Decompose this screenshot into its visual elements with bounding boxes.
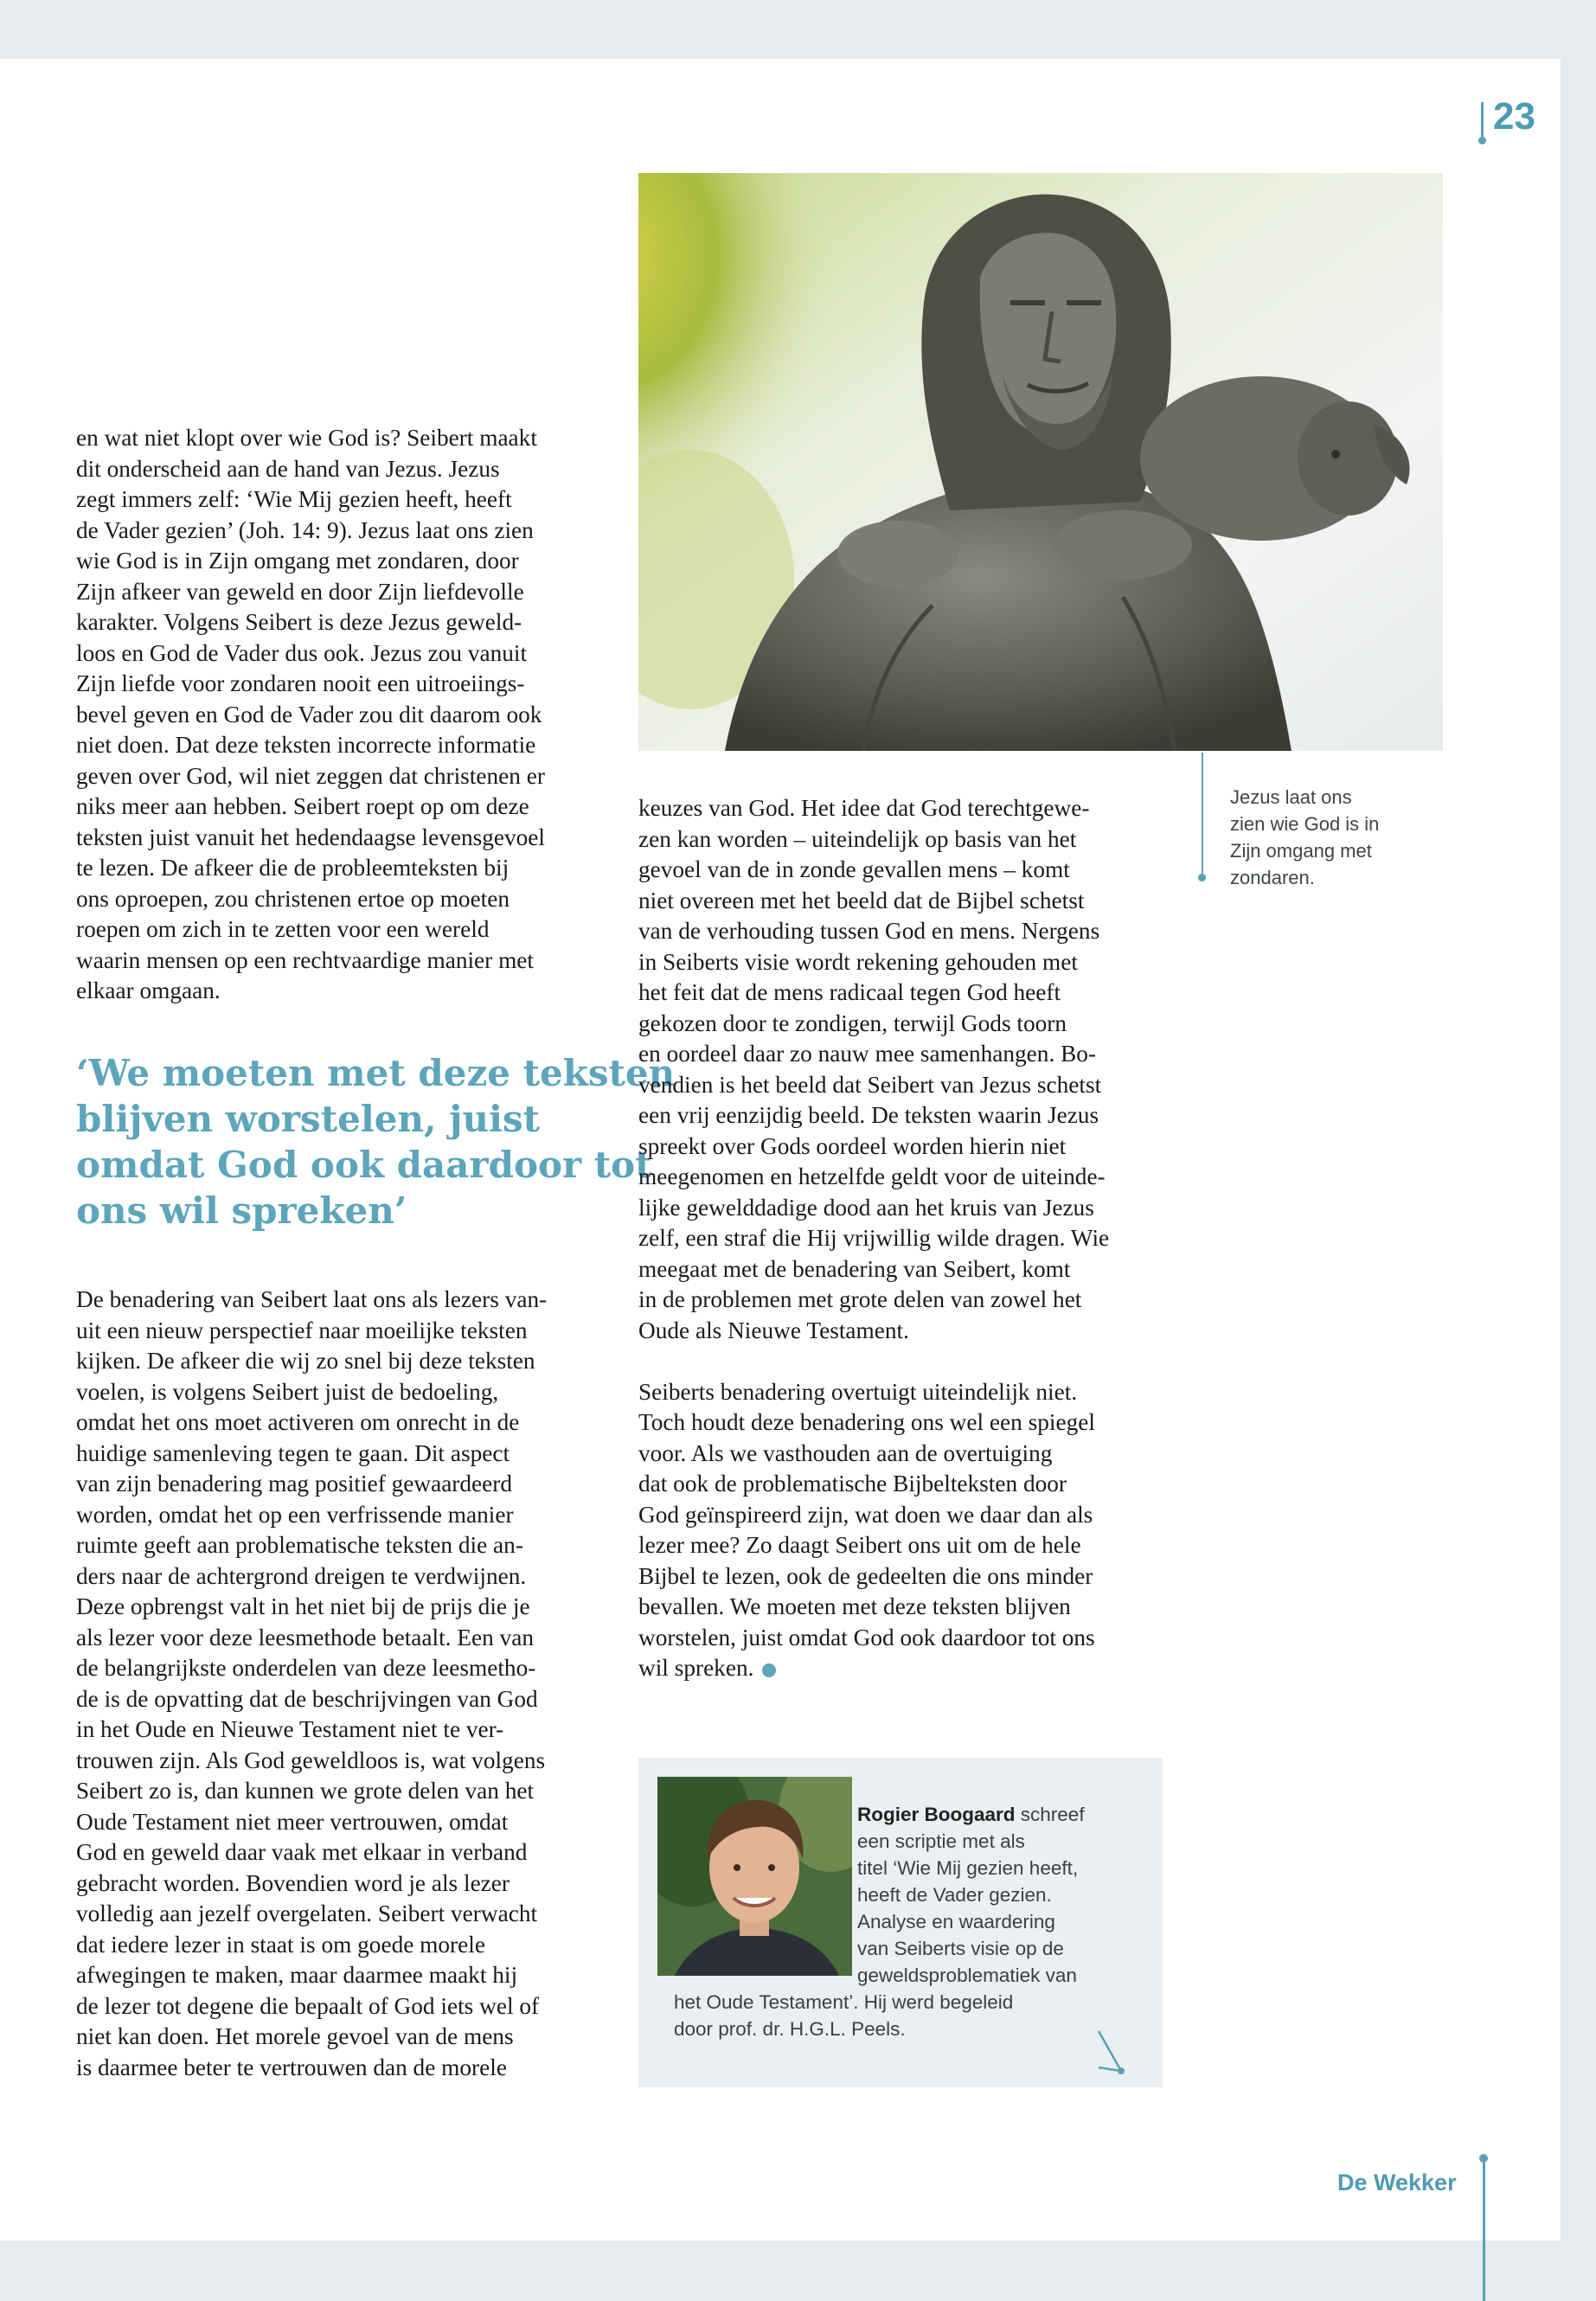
author-bio-text: [638, 1801, 1163, 2042]
author-bio-line: Analyse en waardering: [857, 1911, 1055, 1932]
body-text-line: dit onderscheid aan de hand van Jezus. Jezus: [76, 455, 500, 482]
column-a-bottom-text: [76, 1285, 604, 2083]
body-text-line: niet overeen met het beeld dat de Bijbel schetst: [638, 887, 1085, 913]
body-text-line: roepen om zich in te zetten voor een wereld: [76, 916, 490, 942]
caption-line: Zijn omgang met: [1230, 840, 1372, 862]
author-bio-line: heeft de Vader gezien.: [857, 1884, 1052, 1906]
body-text-line: Deze opbrengst valt in het niet bij de prijs die je: [76, 1593, 530, 1619]
body-text-line: in het Oude en Nieuwe Testament niet te ver-: [76, 1716, 504, 1742]
body-text-line: niks meer aan hebben. Seibert roept op om deze: [76, 793, 529, 819]
body-text-line: in Seiberts visie wordt rekening gehouden met: [638, 948, 1078, 975]
body-text-line: zelf, een straf die Hij vrijwillig wilde dragen. Wie: [638, 1225, 1110, 1251]
page-frame-top: [0, 0, 1596, 59]
body-text-line: Seibert zo is, dan kunnen we grote delen van het: [76, 1778, 535, 1804]
body-text-line: zen kan worden – uiteindelijk op basis van het: [638, 825, 1077, 852]
caption-line: zien wie God is in: [1230, 813, 1380, 835]
author-name: Rogier Boogaard: [857, 1804, 1016, 1825]
body-text-line: kijken. De afkeer die wij zo snel bij deze teksten: [76, 1348, 535, 1374]
body-text-line: is daarmee beter te vertrouwen dan de morele: [76, 2054, 507, 2080]
body-text-line: Oude als Nieuwe Testament.: [638, 1317, 909, 1343]
body-text-line: elkaar omgaan.: [76, 977, 221, 1003]
footer-dot-icon: [1479, 2154, 1488, 2163]
pull-quote-line: ‘We moeten met deze teksten: [76, 1052, 676, 1094]
body-text-line: [638, 1653, 1175, 1684]
photo-caption: [1230, 784, 1379, 891]
body-text-line: geven over God, wil niet zeggen dat christenen er: [76, 762, 545, 789]
caption-rule: [1202, 753, 1203, 879]
author-bio-line: titel ‘Wie Mij gezien heeft,: [857, 1857, 1079, 1879]
body-text-line: loos en God de Vader dus ook. Jezus zou vanuit: [76, 639, 528, 666]
body-text-line: niet doen. Dat deze teksten incorrecte informatie: [76, 732, 536, 758]
pull-quote-line: omdat God ook daardoor tot: [76, 1144, 652, 1186]
body-text-line: uit een nieuw perspectief naar moeilijke teksten: [76, 1317, 528, 1343]
body-text-line: wie God is in Zijn omgang met zondaren, door: [76, 548, 519, 574]
body-text-line: volledig aan jezelf overgelaten. Seibert verwacht: [76, 1900, 538, 1926]
body-text-line: gebracht worden. Bovendien word je als lezer: [76, 1869, 510, 1896]
body-text-line: gevoel van de in zonde gevallen mens – komt: [638, 856, 1070, 882]
body-text-line: Toch houdt deze benadering ons wel een spiegel: [638, 1409, 1095, 1435]
body-text-line: meegenomen en hetzelfde geldt voor de uiteinde-: [638, 1163, 1106, 1189]
body-text-line: worstelen, juist omdat God ook daardoor tot ons: [638, 1624, 1095, 1650]
column-a-top-text: [76, 423, 604, 1007]
body-text-line: ders naar de achtergrond dreigen te verdwijnen.: [76, 1562, 527, 1589]
paragraph-gap: [638, 1346, 1175, 1377]
body-text-line: keuzes van God. Het idee dat God terechtgewe-: [638, 795, 1090, 821]
body-text-line: Seiberts benadering overtuigt uiteindelijk niet.: [638, 1378, 1078, 1405]
body-text-line: de is de opvatting dat de beschrijvingen van God: [76, 1685, 538, 1712]
body-text-line: het feit dat de mens radicaal tegen God heeft: [638, 979, 1061, 1005]
author-bio-line: het Oude Testament’. Hij werd begeleid: [674, 1991, 1014, 2013]
magazine-name: De Wekker: [1337, 2170, 1457, 2195]
body-text-line: dat ook de problematische Bijbelteksten door: [638, 1471, 1067, 1497]
body-text-line: bevallen. We moeten met deze teksten blijven: [638, 1593, 1071, 1619]
caption-dot-icon: [1198, 874, 1206, 881]
body-text-line: Zijn liefde voor zondaren nooit een uitroeiings-: [76, 670, 525, 696]
caption-line: Jezus laat ons: [1230, 786, 1352, 808]
body-text-line: van de verhouding tussen God en mens. Nergens: [638, 918, 1100, 944]
author-bio-box: [638, 1758, 1163, 2087]
body-text-line: de lezer tot degene die bepaalt of God iets wel of: [76, 1992, 540, 2019]
author-bio-line: door prof. dr. H.G.L. Peels.: [674, 2018, 906, 2040]
body-text-line: Oude Testament niet meer vertrouwen, omdat: [76, 1808, 509, 1835]
body-text-line: te lezen. De afkeer die de probleemteksten bij: [76, 855, 510, 881]
body-text-line: lijke gewelddadige dood aan het kruis van Jezus: [638, 1194, 1094, 1221]
page-number-dot-icon: [1478, 137, 1486, 144]
body-text-line: bevel geven en God de Vader zou dit daarom ook: [76, 701, 542, 727]
body-text-line: de Vader gezien’ (Joh. 14: 9). Jezus laat ons zien: [76, 516, 534, 543]
page-frame-right: [1561, 59, 1596, 2240]
body-text-line: ons oproepen, zou christenen ertoe op moeten: [76, 885, 510, 912]
footer-rule: [1483, 2157, 1485, 2301]
body-text-line: ruimte geeft aan problematische teksten die an-: [76, 1532, 523, 1558]
pull-quote-line: ons wil spreken’: [76, 1189, 407, 1232]
body-text-last: wil spreken.: [638, 1655, 754, 1681]
body-text-line: voor. Als we vasthouden aan de overtuiging: [638, 1439, 1053, 1466]
arrow-icon: [1095, 2026, 1130, 2078]
body-text-line: zegt immers zelf: ‘Wie Mij gezien heeft, heeft: [76, 486, 512, 512]
body-text-line: dat iedere lezer in staat is om goede morele: [76, 1931, 485, 1958]
body-text-line: meegaat met de benadering van Seibert, komt: [638, 1255, 1071, 1282]
body-text-line: Zijn afkeer van geweld en door Zijn liefdevolle: [76, 578, 524, 605]
author-bio-line: geweldsproblematiek van: [857, 1965, 1077, 1986]
pull-quote: [76, 1050, 676, 1234]
body-text-line: en oordeel daar zo nauw mee samenhangen. Bo-: [638, 1041, 1097, 1067]
body-text-line: karakter. Volgens Seibert is deze Jezus geweld-: [76, 609, 522, 635]
column-b-text: [638, 793, 1175, 1684]
body-text-line: de belangrijkste onderdelen van deze leesmetho-: [76, 1655, 536, 1681]
body-text-line: teksten juist vanuit het hedendaagse levensgevoel: [76, 824, 545, 850]
body-text-line: voelen, is volgens Seibert juist de bedoeling,: [76, 1378, 499, 1405]
body-text-line: trouwen zijn. Als God geweldloos is, wat volgens: [76, 1747, 546, 1773]
end-of-article-dot-icon: [762, 1663, 776, 1677]
body-text-line: God geïnspireerd zijn, wat doen we daar dan als: [638, 1501, 1093, 1528]
body-text-line: lezer mee? Zo daagt Seibert ons uit om de hele: [638, 1532, 1081, 1558]
body-text-line: vendien is het beeld dat Seibert van Jezus schetst: [638, 1071, 1102, 1098]
body-text-line: worden, omdat het op een verfrissende manier: [76, 1501, 514, 1528]
body-text-line: omdat het ons moet activeren om onrecht in de: [76, 1409, 520, 1435]
body-text-line: in de problemen met grote delen van zowel het: [638, 1286, 1082, 1312]
body-text-line: God en geweld daar vaak met elkaar in verband: [76, 1839, 528, 1865]
pull-quote-line: blijven worstelen, juist: [76, 1098, 541, 1140]
body-text-line: De benadering van Seibert laat ons als lezers van-: [76, 1286, 548, 1312]
caption-line: zondaren.: [1230, 867, 1315, 888]
statue-photo: [638, 173, 1443, 751]
body-text-line: niet kan doen. Het morele gevoel van de mens: [76, 2023, 514, 2049]
body-text-line: huidige samenleving tegen te gaan. Dit aspect: [76, 1439, 510, 1466]
body-text-line: gekozen door te zondigen, terwijl Gods toorn: [638, 1009, 1067, 1036]
author-bio-line: Rogier Boogaard schreef: [857, 1804, 1085, 1825]
body-text-line: van zijn benadering mag positief gewaardeerd: [76, 1471, 513, 1497]
page-frame-bottom: [0, 2240, 1596, 2301]
page-number: 23: [1493, 95, 1535, 138]
body-text-line: een vrij eenzijdig beeld. De teksten waarin Jezus: [638, 1102, 1099, 1128]
body-text-line: spreekt over Gods oordeel worden hierin niet: [638, 1132, 1067, 1159]
body-text-line: als lezer voor deze leesmethode betaalt. Een van: [76, 1624, 534, 1650]
author-bio-line: een scriptie met als: [857, 1830, 1025, 1852]
body-text-line: waarin mensen op een rechtvaardige manier met: [76, 946, 535, 973]
body-text-line: en wat niet klopt over wie God is? Seibert maakt: [76, 425, 537, 451]
author-bio-line: van Seiberts visie op de: [857, 1938, 1064, 1959]
body-text-line: Bijbel te lezen, ook de gedeelten die ons minder: [638, 1562, 1093, 1589]
body-text-line: afwegingen te maken, maar daarmee maakt hij: [76, 1962, 518, 1988]
